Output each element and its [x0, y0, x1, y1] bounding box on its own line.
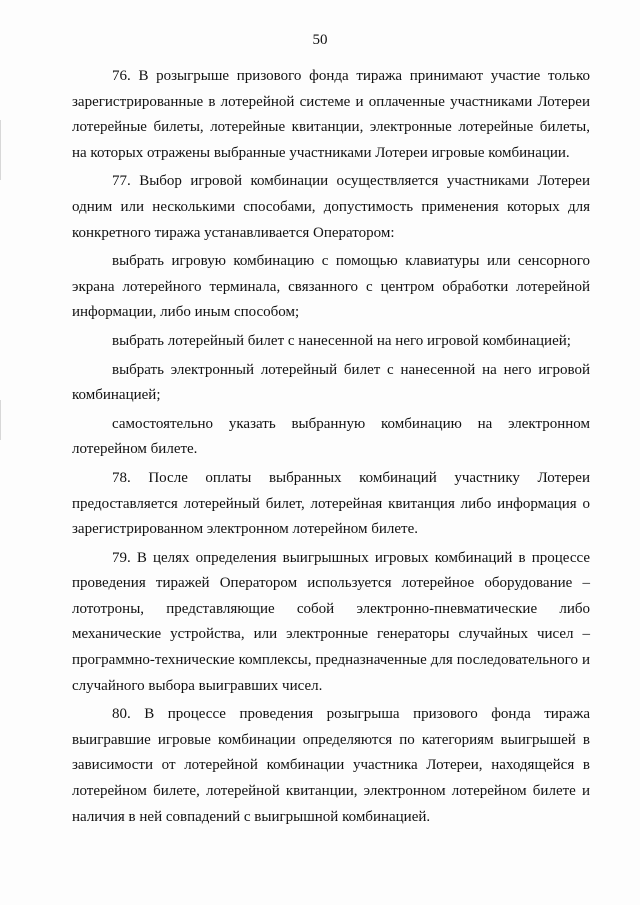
scan-edge-mark: [0, 400, 1, 440]
paragraph-78: 78. После оплаты выбранных комбинаций участнику Лотереи предоставляется лотерейный билет, лотерейная квитанция либо информация о зарегистрированном электронном лотерейном билете.: [72, 469, 590, 538]
paragraph-80: 80. В процессе проведения розыгрыша призового фонда тиража выигравшие игровые комбинации определяются по категориям выигрышей в зависимости от лотерейной комбинации участника Лотереи, находящейся в лотерейном билете, лотерейной квитанции, электронном лотерейном билете и наличия в ней совпадений с выигрышной комбинацией.: [72, 706, 590, 825]
list-item-ticket: выбрать лотерейный билет с нанесенной на него игровой комбинацией;: [112, 332, 571, 349]
paragraph-79: 79. В целях определения выигрышных игровых комбинаций в процессе проведения тиражей Оператором используется лотерейное оборудование – лототроны, представляющие собой электронно-пневматические либо механические устройства, или электронные генераторы случайных чисел – программно-технические комплексы, предназначенные для последовательного и случайного выбора выигравших чисел.: [72, 549, 590, 694]
paragraph-77: 77. Выбор игровой комбинации осуществляется участниками Лотереи одним или несколькими способами, допустимость применения которых для конкретного тиража устанавливается Оператором:: [72, 173, 590, 241]
page-number: 50: [312, 32, 328, 48]
scan-edge-mark: [0, 120, 1, 180]
list-item-e-ticket: выбрать электронный лотерейный билет с нанесенной на него игровой комбинацией;: [72, 361, 590, 404]
document-body: [72, 64, 590, 830]
list-item-self-select: самостоятельно указать выбранную комбинацию на электронном лотерейном билете.: [72, 415, 590, 458]
list-item-keyboard: выбрать игровую комбинацию с помощью клавиатуры или сенсорного экрана лотерейного терминала, связанного с центром обработки лотерейной информации, либо иным способом;: [72, 253, 590, 321]
paragraph-76: 76. В розыгрыше призового фонда тиража принимают участие только зарегистрированные в лотерейной системе и оплаченные участниками Лотереи лотерейные билеты, лотерейные квитанции, электронные лотерейные билеты, на которых отражены выбранные участниками Лотереи игровые комбинации.: [72, 68, 590, 161]
